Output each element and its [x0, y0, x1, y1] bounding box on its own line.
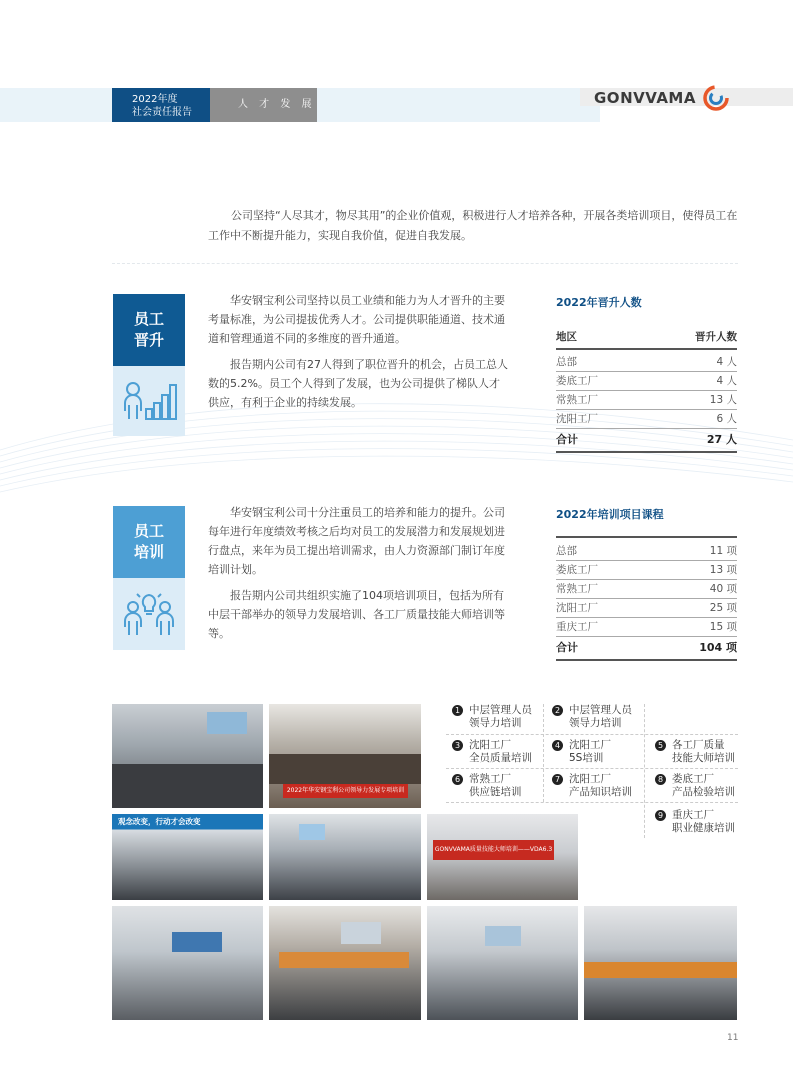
- row-value: 11 项: [709, 545, 737, 557]
- caption-line1: 重庆工厂: [672, 809, 714, 821]
- caption-9: [655, 809, 735, 835]
- row-value: 4 人: [716, 375, 737, 387]
- training-tile-line2: 培训: [133, 543, 164, 561]
- training-table: [556, 506, 737, 661]
- promotion-tile: [113, 294, 185, 366]
- caption-number: 4: [552, 740, 563, 751]
- caption-line1: 中层管理人员: [569, 704, 632, 716]
- row-value: 13 人: [709, 394, 737, 406]
- photo-3-banner: 观念改变，行动才会改变: [118, 817, 201, 826]
- row-value: 40 项: [709, 583, 737, 595]
- caption-7: [552, 773, 632, 799]
- row-region: 总部: [556, 356, 577, 368]
- caption-number: 1: [452, 705, 463, 716]
- header-count: 晋升人数: [695, 331, 737, 343]
- caption-1: [452, 704, 532, 730]
- photo-5-banner: GONVVAMA质量技能大师培训——VDA6.3: [433, 840, 554, 860]
- caption-divider: [446, 734, 738, 735]
- photo-8: [427, 906, 578, 1020]
- caption-6: [452, 773, 522, 799]
- caption-line2: 技能大师培训: [672, 752, 735, 764]
- divider: [112, 263, 738, 264]
- report-name: 社会责任报告: [132, 107, 192, 118]
- caption-5: [655, 739, 735, 765]
- row-region: 常熟工厂: [556, 394, 598, 406]
- table-row: [556, 391, 737, 410]
- table-total-row: [556, 637, 737, 661]
- caption-2: [552, 704, 632, 730]
- training-table-title: 2022年培训项目课程: [556, 508, 664, 521]
- table-row: [556, 372, 737, 391]
- promotion-paragraph-2: 报告期内公司有27人得到了职位晋升的机会，占员工总人数的5.2%。员工个人得到了发展，也为公司提供了梯队人才供应，有利于企业的持续发展。: [208, 358, 508, 409]
- promotion-paragraph-1: 华安钢宝利公司坚持以员工业绩和能力为人才晋升的主要考量标准，为公司提拔优秀人才。公司提供职能通道、技术通道和管理通道不同的多维度的晋升通道。: [208, 294, 505, 345]
- total-label: 合计: [556, 433, 578, 446]
- caption-line2: 职业健康培训: [672, 822, 735, 834]
- caption-line1: 沈阳工厂: [469, 739, 511, 751]
- caption-divider: [644, 704, 645, 838]
- training-tile-line1: 员工: [133, 522, 164, 540]
- caption-line1: 沈阳工厂: [569, 773, 611, 785]
- caption-line1: 常熟工厂: [469, 773, 511, 785]
- row-value: 25 项: [709, 602, 737, 614]
- row-region: 娄底工厂: [556, 564, 598, 576]
- photo-5: [427, 814, 578, 900]
- table-row: [556, 599, 737, 618]
- photo-1: [112, 704, 263, 808]
- row-region: 娄底工厂: [556, 375, 598, 387]
- caption-line2: 领导力培训: [469, 717, 522, 729]
- photo-7: [269, 906, 421, 1020]
- caption-line2: 产品检验培训: [672, 786, 735, 798]
- caption-number: 2: [552, 705, 563, 716]
- caption-number: 3: [452, 740, 463, 751]
- caption-divider: [446, 768, 738, 769]
- total-value: 104 项: [699, 641, 737, 654]
- row-value: 4 人: [716, 356, 737, 368]
- brand-logo: [594, 80, 740, 116]
- report-label: [112, 88, 210, 122]
- caption-3: [452, 739, 532, 765]
- caption-line1: 娄底工厂: [672, 773, 714, 785]
- table-row: [556, 561, 737, 580]
- caption-line2: 5S培训: [569, 752, 604, 764]
- row-value: 6 人: [716, 413, 737, 425]
- photo-6: [112, 906, 263, 1020]
- intro-paragraph: 公司坚持“人尽其才，物尽其用”的企业价值观，积极进行人才培养各种，开展各类培训项目，使得员工在工作中不断提升能力，实现自我价值，促进自我发展。: [208, 209, 738, 242]
- row-region: 总部: [556, 545, 577, 557]
- training-paragraph-2: 报告期内公司共组织实施了104项培训项目，包括为所有中层干部举办的领导力发展培训、各工厂质量技能大师培训等等。: [208, 589, 505, 640]
- section-label: 人 才 发 展: [210, 88, 317, 122]
- table-top-rule: [556, 536, 737, 538]
- training-paragraph-1: 华安钢宝利公司十分注重员工的培养和能力的提升。公司每年进行年度绩效考核之后均对员工的发展潜力和发展规划进行盘点，来年为员工提出培训需求，由人力资源部门制订年度培训计划。: [208, 506, 505, 576]
- photo-2: [269, 704, 421, 808]
- training-icon-tile: [113, 578, 185, 650]
- caption-line2: 产品知识培训: [569, 786, 632, 798]
- caption-8: [655, 773, 735, 799]
- caption-divider: [446, 802, 738, 803]
- logo-text: GONVVAMA: [594, 89, 696, 107]
- row-region: 沈阳工厂: [556, 413, 598, 425]
- photo-9: [584, 906, 737, 1020]
- photo-2-banner: 2022年华安钢宝利公司领导力发展专项培训: [283, 784, 408, 798]
- caption-line2: 供应链培训: [469, 786, 522, 798]
- training-text: [208, 503, 508, 650]
- row-value: 13 项: [709, 564, 737, 576]
- table-row: [556, 410, 737, 429]
- caption-divider: [543, 704, 544, 802]
- row-region: 重庆工厂: [556, 621, 598, 633]
- header-region: 地区: [556, 331, 577, 343]
- team-idea-icon: [122, 591, 176, 637]
- promotion-table-title: 2022年晋升人数: [556, 296, 642, 309]
- promotion-icon-tile: [113, 366, 185, 436]
- promotion-table: [556, 294, 737, 453]
- caption-line1: 中层管理人员: [469, 704, 532, 716]
- total-label: 合计: [556, 641, 578, 654]
- logo-swirl-icon: [702, 84, 730, 112]
- table-total-row: [556, 429, 737, 453]
- table-row: [556, 580, 737, 599]
- row-value: 15 项: [709, 621, 737, 633]
- promotion-tile-line2: 晋升: [133, 331, 164, 349]
- caption-line2: 领导力培训: [569, 717, 622, 729]
- table-row: [556, 618, 737, 637]
- promotion-text: [208, 291, 508, 419]
- table-row: [556, 353, 737, 372]
- photo-4: [269, 814, 421, 900]
- caption-number: 9: [655, 810, 666, 821]
- report-year: 2022年度: [132, 94, 178, 105]
- caption-line1: 沈阳工厂: [569, 739, 611, 751]
- caption-number: 8: [655, 774, 666, 785]
- caption-line1: 各工厂质量: [672, 739, 725, 751]
- caption-number: 6: [452, 774, 463, 785]
- table-row: [556, 542, 737, 561]
- caption-number: 5: [655, 740, 666, 751]
- row-region: 常熟工厂: [556, 583, 598, 595]
- training-tile: [113, 506, 185, 578]
- row-region: 沈阳工厂: [556, 602, 598, 614]
- promotion-tile-line1: 员工: [133, 310, 164, 328]
- caption-4: [552, 739, 611, 765]
- promotion-table-header: [556, 326, 737, 350]
- total-value: 27 人: [706, 433, 737, 446]
- page-number: 11: [727, 1033, 739, 1043]
- caption-line2: 全员质量培训: [469, 752, 532, 764]
- photo-3: [112, 814, 263, 900]
- person-growth-chart-icon: [121, 379, 177, 423]
- caption-number: 7: [552, 774, 563, 785]
